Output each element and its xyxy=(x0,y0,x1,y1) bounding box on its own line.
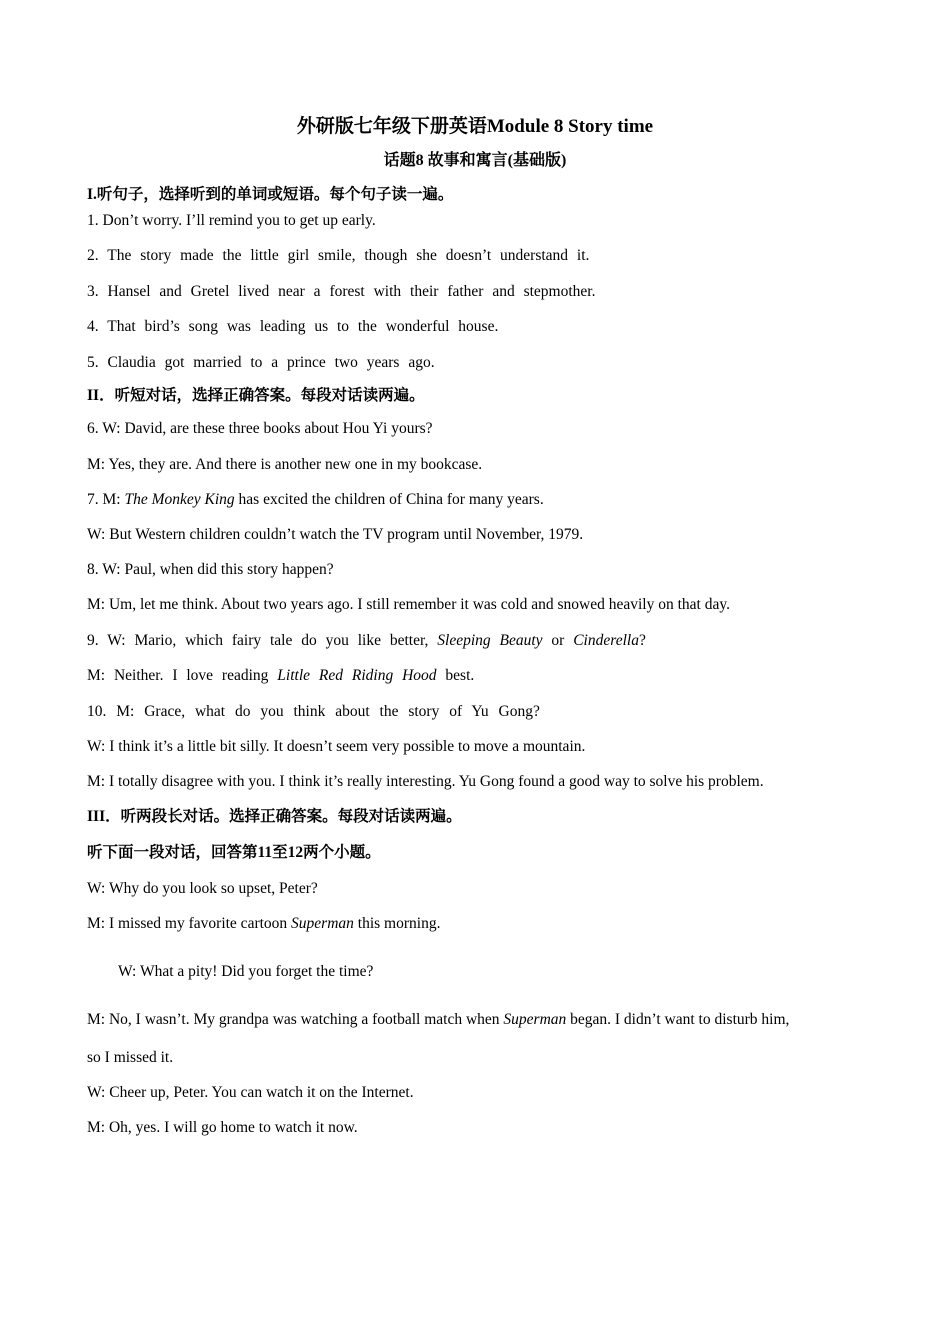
dialog-line-4 xyxy=(87,1010,789,1030)
dialog-line-4-cont: so I missed it. xyxy=(87,1049,174,1066)
q9-mid: or xyxy=(542,632,574,649)
q9-title1: Sleeping Beauty xyxy=(437,632,543,649)
q10-line1: 10. M: Grace, what do you think about the story of Yu Gong? xyxy=(87,703,540,720)
dialog-line-2 xyxy=(87,914,440,934)
section1-heading: I.听句子，选择听到的单词或短语。每个句子读一遍。 xyxy=(87,186,454,203)
sentence-5: 5. Claudia got married to a prince two years ago. xyxy=(87,354,435,371)
sentence-2: 2. The story made the little girl smile, though she doesn’t understand it. xyxy=(87,247,590,264)
q10-line3: M: I totally disagree with you. I think it’s really interesting. Yu Gong found a good way to solve his problem. xyxy=(87,773,764,790)
q9-line1 xyxy=(87,631,646,651)
dialog-line-3: W: What a pity! Did you forget the time? xyxy=(118,963,374,980)
q9-prefix: 9. W: Mario, which fairy tale do you like better, xyxy=(87,632,438,649)
q7-line2: W: But Western children couldn’t watch the TV program until November, 1979. xyxy=(87,526,584,543)
section3-subheading: 听下面一段对话，回答第11至12两个小题。 xyxy=(87,844,381,861)
page-title: 外研版七年级下册英语Module 8 Story time xyxy=(296,116,654,137)
dialog-line-2-suffix: this morning. xyxy=(353,915,441,932)
q8-line2: M: Um, let me think. About two years ago. I still remember it was cold and snowed heavily on that day. xyxy=(87,596,730,613)
sentence-3: 3. Hansel and Gretel lived near a forest with their father and stepmother. xyxy=(87,283,596,300)
q7-prefix: 7. M: xyxy=(87,491,125,508)
q9-line2 xyxy=(87,666,474,686)
q7-line1 xyxy=(87,490,544,510)
dialog-line-6: M: Oh, yes. I will go home to watch it now. xyxy=(87,1119,358,1136)
dialog-line-4-prefix: M: No, I wasn’t. My grandpa was watching a football match when xyxy=(87,1011,504,1028)
section2-heading: II．听短对话，选择正确答案。每段对话读两遍。 xyxy=(87,387,425,404)
dialog-line-4-title: Superman xyxy=(503,1011,567,1028)
q6-line2: M: Yes, they are. And there is another new one in my bookcase. xyxy=(87,456,483,473)
dialog-line-2-prefix: M: I missed my favorite cartoon xyxy=(87,915,292,932)
page-subtitle: 话题8 故事和寓言(基础版) xyxy=(383,152,567,169)
sentence-1: 1. Don’t worry. I’ll remind you to get up early. xyxy=(87,212,376,229)
q9-line2-title: Little Red Riding Hood xyxy=(277,667,437,684)
q9-line2-prefix: M: Neither. I love reading xyxy=(87,667,278,684)
q10-line2: W: I think it’s a little bit silly. It doesn’t seem very possible to move a mountain. xyxy=(87,738,586,755)
dialog-line-5: W: Cheer up, Peter. You can watch it on the Internet. xyxy=(87,1084,414,1101)
section3-heading: III．听两段长对话。选择正确答案。每段对话读两遍。 xyxy=(87,808,462,825)
q9-title2: Cinderella xyxy=(573,632,639,649)
q8-line1: 8. W: Paul, when did this story happen? xyxy=(87,561,334,578)
q9-end: ? xyxy=(638,632,646,649)
dialog-line-1: W: Why do you look so upset, Peter? xyxy=(87,880,318,897)
dialog-line-2-title: Superman xyxy=(291,915,354,932)
q7-title: The Monkey King xyxy=(124,491,235,508)
q7-suffix: has excited the children of China for many years. xyxy=(234,491,544,508)
dialog-line-4-suffix: began. I didn’t want to disturb him, xyxy=(566,1011,790,1028)
q6-line1: 6. W: David, are these three books about Hou Yi yours? xyxy=(87,420,433,437)
sentence-4: 4. That bird’s song was leading us to the wonderful house. xyxy=(87,318,499,335)
q9-line2-suffix: best. xyxy=(436,667,475,684)
